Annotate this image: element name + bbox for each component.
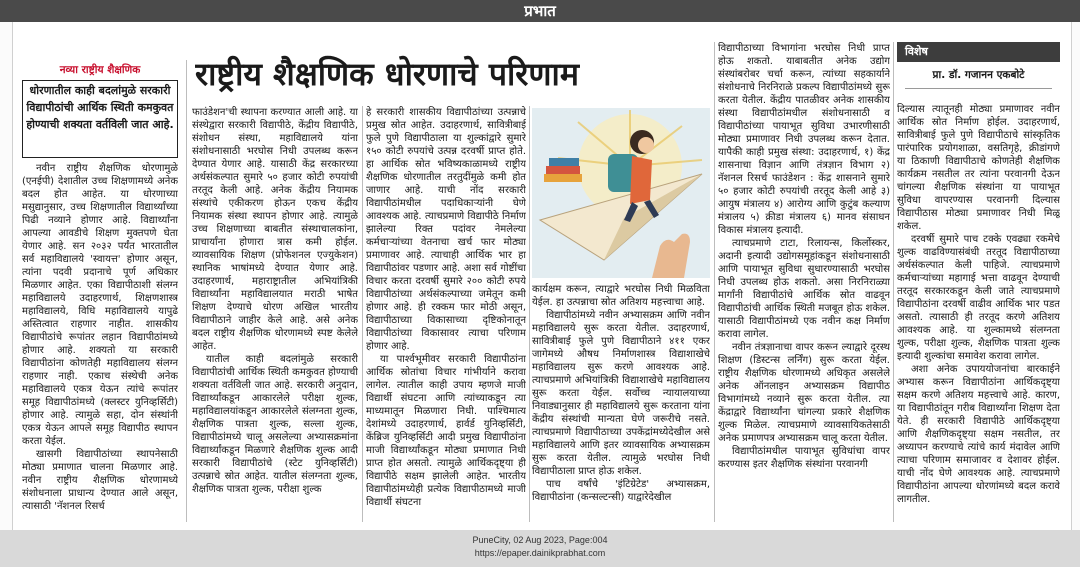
paragraph: या पार्श्वभूमीवर सरकारी विद्यापीठांना आर्थिक स्रोतांचा विचार गांभीर्याने करावा लागेल. त्यातील काही उपाय म्हणजे माजी विद्यार्थी संघटना आणि त्यांच्याकडून त्या माध्यमातून मिळणारा निधी. पाश्चिमात्य देशांमध्ये उदाहरणार्थ, हार्वर्ड युनिव्हर्सिटी, केंब्रिज युनिव्हर्सिटी आदी प्रमुख विद्यापीठांना माजी विद्यार्थ्यांकडून मोठ्या प्रमाणात निधी प्राप्त होत असतो. त्यामुळे आर्थिकदृष्ट्या ही विद्यापीठे सक्षम झालेली आहेत. भारतीय विद्यापीठांमध्येही प्रत्येक विद्यापीठामध्ये माजी विद्यार्थी संघटना xyxy=(366,354,526,508)
article-column-1 xyxy=(22,162,178,522)
masthead-title: प्रभात xyxy=(524,2,556,20)
article-column-2 xyxy=(192,106,358,522)
article-column-4 xyxy=(532,283,710,522)
paragraph: नवीन तंत्रज्ञानाचा वापर करून ल्याद्वारे दूरस्थ शिक्षण (डिस्टन्स लर्निंग) सुरू करता येईल. राष्ट्रीय शैक्षणिक धोरणामध्ये अधिकृत असलेले अनेक ऑनलाइन अभ्यासक्रम विद्यापीठ विभागांमध्ये नव्याने सुरू करता येतील. त्या केंद्राद्वारे विद्यार्थ्यांना चांगल्या प्रकारे शैक्षणिक शुल्क मिळेल. त्याचप्रमाणे व्यावसायिकतेसाठी अनेक प्रमाणपत्र अभ्यासक्रम चालू करता येतील. xyxy=(718,342,890,444)
paragraph: खासगी विद्यापीठांच्या स्थापनेसाठी मोठ्या प्रमाणात चालना मिळणार आहे. नवीन राष्ट्रीय शैक्षणिक धोरणामध्ये संशोधनाला प्राधान्य देण्यात आले असून, त्यासाठी 'नॅशनल रिसर्च xyxy=(22,449,178,512)
article-kicker: नव्या राष्ट्रीय शैक्षणिक xyxy=(59,64,141,76)
section-label: विशेष xyxy=(897,42,1060,62)
paragraph: विद्यापीठाच्या विभागांना भरघोस निधी प्राप्त होऊ शकतो. याबाबतीत अनेक उद्योग संस्थांबरोबर चर्चा करून, त्यांच्या सहकार्याने संशोधनाचे निरनिराळे प्रकल्प विद्यापीठांमध्ये सुरू करता येतील. केंद्रीय पातळीवर अनेक शासकीय संस्था विद्यापीठांमधील संशोधनासाठी व विद्यापीठांच्या पायाभूत सुविधा उभारणीसाठी मोठ्या प्रमाणावर निधी उपलब्ध करून देतात. यापैकी काही प्रमुख संस्था: उदाहरणार्थ, १) केंद्र शासनाचा विज्ञान आणि तंत्रज्ञान विभाग २) नॅशनल रिसर्च फाउंडेशन : केंद्र शासनाने सुमारे ५० हजार कोटी रुपयांची तरतूद केली आहे ३) आयुष मंत्रालय ४) आरोग्य आणि कुटुंब कल्याण मंत्रालय ५) क्रीडा मंत्रालय ६) मानव संसाधन विकास मंत्रालय इत्यादी. xyxy=(718,43,890,236)
masthead xyxy=(0,0,1080,22)
article-illustration xyxy=(532,108,710,278)
paragraph: विद्यापीठांमधील पायाभूत सुविधांचा वापर करण्यास इतर शैक्षणिक संस्थांना परवानगी xyxy=(718,446,890,470)
paragraph: नवीन राष्ट्रीय शैक्षणिक धोरणामुळे (एनईपी) देशातील उच्च शिक्षणामध्ये अनेक बदल होत आहेत. या धोरणाच्या मसुद्यानुसार, उच्च शिक्षणातील विद्यार्थ्यांच्या पिढी नव्याने होणार आहे. विद्यार्थ्यांना आपल्या आवडीचे शिक्षण मुक्तपणे घेता येणार आहे. सन २०३२ पर्यंत भारतातील सर्व महाविद्यालये 'स्वायत्त' होणार असून, त्यांना पदवी प्रदानाचे पूर्ण अधिकार मिळणार आहेत. एका विद्यापीठाशी संलग्न महाविद्यालये उदाहरणार्थ, शिक्षणशास्त्र महाविद्यालये, विधि महाविद्यालये यापुढे अस्तित्वात राहणार नाहीत. शासकीय विद्यापीठांचे रूपांतर लहान विद्यापीठांमध्ये होणार आहे. शक्यतो या सरकारी विद्यापीठांना कोणतेही महाविद्यालय संलग्न राहणार नाही. एकाच संस्थेची अनेक महाविद्यालये एकत्र येऊन त्यांचे रूपांतर समूह विद्यापीठांमध्ये (क्लस्टर युनिव्हर्सिटी) होणार आहे. त्यामुळे सहा, दोन संस्थांनी एकत्र येऊन आपले समूह विद्यापीठ स्थापन करता येईल. xyxy=(22,163,178,447)
paragraph: हे सरकारी शासकीय विद्यापीठांच्या उत्पन्नाचे प्रमुख स्रोत आहेत. उदाहरणार्थ, सावित्रीबाई फुले पुणे विद्यापीठाला या शुल्कांद्वारे सुमारे १५० कोटी रुपयांचे उत्पन्न दरवर्षी प्राप्त होते. हा आर्थिक स्रोत भविष्यकाळामध्ये राष्ट्रीय शैक्षणिक धोरणातील तरतुदींमुळे कमी होत जाणार आहे. याची नोंद सरकारी विद्यापीठांमधील पदाधिकाऱ्यांनी घेणे आवश्यक आहे. त्याचप्रमाणे विद्यापीठे निर्माण झालेल्या रिक्त पदांवर नेमलेल्या कर्मचाऱ्यांच्या वेतनाचा खर्च फार मोठ्या प्रमाणावर आहे. त्याचाही आर्थिक भार हा विद्यापीठांवर पडणार आहे. अशा सर्व गोष्टींचा विचार करता दरवर्षी सुमारे २०० कोटी रुपये विद्यापीठांच्या अर्थसंकल्पाच्या जमेतून कमी होणार आहे. ही रक्कम फार मोठी असून, विद्यापीठाच्या विकासाच्या दृष्टिकोनातून विद्यापीठांच्या विकासावर त्याचा परिणाम होणार आहे. xyxy=(366,107,526,352)
article-column-5 xyxy=(718,42,890,522)
epaper-footer xyxy=(0,530,1080,567)
paragraph: अशा अनेक उपाययोजनांचा बारकाईने अभ्यास करून विद्यापीठांना आर्थिकदृष्ट्या सक्षम करणे अतिशय महत्त्वाचे आहे. कारण, या विद्यापीठांतून गरीब विद्यार्थ्यांना शिक्षण देता येते. ही सरकारी विद्यापीठे आर्थिकदृष्ट्या आणि शैक्षणिकदृष्ट्या सक्षम नसतील, तर अध्यापन करण्याचे त्यांचे कार्य मंदावेल आणि त्याचा परिणाम समाजावर व देशावर होईल. याची नोंद घेणे आवश्यक आहे. त्याचप्रमाणे विद्यापीठांना आपल्या धोरणांमध्ये बदल करावे लागतील. xyxy=(897,364,1060,505)
paragraph: यातील काही बदलांमुळे सरकारी विद्यापीठांची आर्थिक स्थिती कमकुवत होण्याची शक्यता वर्तविली जात आहे. सरकारी अनुदान, विद्यार्थ्यांकडून आकारलेले परीक्षा शुल्क, महाविद्यालयांकडून आकारलेले संलग्नता शुल्क, शैक्षणिक पात्रता शुल्क, सल्ला शुल्क, विद्यापीठांमध्ये चालू असलेल्या अभ्यासक्रमांना विद्यार्थ्यांकडून मिळणारे शैक्षणिक शुल्क आदी सरकारी विद्यापीठांचे (स्टेट युनिव्हर्सिटी) उत्पन्नाचे स्रोत आहेत. यातील संलग्नता शुल्क, शैक्षणिक पात्रता शुल्क, परीक्षा शुल्क xyxy=(192,354,358,495)
column-divider xyxy=(362,106,363,522)
article-summary-box: धोरणातील काही बदलांमुळे सरकारी विद्यापीठांची आर्थिक स्थिती कमकुवत होण्याची शक्यता वर्तविली जात आहे. xyxy=(22,80,178,158)
paragraph: दिल्यास त्यातूनही मोठ्या प्रमाणावर नवीन आर्थिक स्रोत निर्माण होईल. उदाहरणार्थ, सावित्रीबाई फुले पुणे विद्यापीठाचे सांस्कृतिक पारंपारिक प्रयोगशाळा, वसतिगृहे, क्रीडांगणे या ठिकाणी विद्यापीठाचे कोणतेही शैक्षणिक कार्यक्रम नसतील तर त्यांना परवानगी देऊन चांगल्या शैक्षणिक संस्थांना या पायाभूत सुविधा वापरण्यास परवानगी दिल्यास विद्यापीठास मोठ्या प्रमाणावर निधी मिळू शकेल. xyxy=(897,104,1060,232)
paragraph: फाउंडेशन'ची स्थापना करण्यात आली आहे. या संस्थेद्वारा सरकारी विद्यापीठे, केंद्रीय विद्यापीठे, संशोधन संस्था, महाविद्यालये यांना संशोधनासाठी भरघोस निधी उपलब्ध करून देण्यात येणार आहे. यासाठी केंद्र सरकारच्या अर्थसंकल्पात सुमारे ५० हजार कोटी रुपयांची तरतूद केली आहे. अनेक केंद्रीय नियामक संस्थांचे एकीकरण होऊन एकच केंद्रीय नियामक संस्था स्थापन होणार आहे. त्यामुळे उच्च शिक्षणाच्या बाबतीत संस्थाचालकांना, प्राचार्यांना होणारा त्रास कमी होईल. व्यावसायिक शिक्षण (प्रोफेशनल एज्युकेशन) स्थानिक भाषांमध्ये देण्यात येणार आहे. उदाहरणार्थ, महाराष्ट्रातील अभियांत्रिकी विद्यार्थ्यांना महाविद्यालयात मराठी भाषेत शिक्षण देण्याचे धोरण अखिल भारतीय विद्यापीठाने जाहीर केले आहे. असे अनेक बदल राष्ट्रीय शैक्षणिक धोरणामध्ये स्पष्ट केलेले आहेत. xyxy=(192,107,358,352)
article-column-6 xyxy=(897,103,1060,513)
paragraph: त्याचप्रमाणे टाटा, रिलायन्स, किर्लोस्कर, अदानी इत्यादी उद्योगसमूहांकडून संशोधनासाठी आणि पायाभूत सुविधा सुधारण्यासाठी भरघोस निधी उपलब्ध होऊ शकतो. असा निरनिराळ्या मार्गांनी विद्यापीठांचे आर्थिक स्रोत वाढवून विद्यापीठांची आर्थिक स्थिती मजबूत होऊ शकेल. यासाठी विद्यापीठांमध्ये एक नवीन कक्ष निर्माण करावा लागेल. xyxy=(718,238,890,340)
paragraph: पाच वर्षांचे 'इंटिग्रेटेड' अभ्यासक्रम, विद्यापीठांना (कन्सल्टन्सी) याद्वारेदेखील xyxy=(532,479,710,503)
column-divider xyxy=(186,60,187,522)
article-headline: राष्ट्रीय शैक्षणिक धोरणाचे परिणाम xyxy=(195,55,579,93)
illustration-svg xyxy=(532,108,710,278)
paragraph: कार्यक्षम करून, त्याद्वारे भरघोस निधी मिळविता येईल. हा उत्पन्नाचा स्रोत अतिशय महत्त्वाचा आहे. xyxy=(532,284,710,308)
paragraph: विद्यापीठांमध्ये नवीन अभ्यासक्रम आणि नवीन महाविद्यालये सुरू करता येतील. उदाहरणार्थ, सावित्रीबाई फुले पुणे विद्यापीठाने ४११ एकर जागेमध्ये औषध निर्माणशास्त्र विद्याशाखेचे महाविद्यालय सुरू करणे आवश्यक आहे. त्याचप्रमाणे अभियांत्रिकी विद्याशाखेचे महाविद्यालय सुरू करता येईल. सर्वोच्च न्यायालयाच्या निवाड्यानुसार ही महाविद्यालये सुरू करताना यांना केंद्रीय संस्थांची मान्यता घेणे जरूरीचे नसते. त्याचप्रमाणे विद्यापीठाच्या उपकेंद्रांमध्येदेखील असे महाविद्यालये आणि इतर व्यावसायिक अभ्यासक्रम सुरू करता येतील. त्यामुळे भरघोस निधी विद्यापीठाला प्राप्त होऊ शकेल. xyxy=(532,310,710,477)
byline-divider xyxy=(905,88,1052,89)
column-divider xyxy=(714,42,715,522)
article-column-3 xyxy=(366,106,526,522)
author-byline: प्रा. डॉ. गजानन एकबोटे xyxy=(932,69,1025,81)
column-divider xyxy=(893,42,894,522)
edition-info: PuneCity, 02 Aug 2023, Page:004 xyxy=(472,535,608,545)
books-shape xyxy=(544,158,582,182)
epaper-url: https://epaper.dainikprabhat.com xyxy=(474,548,606,558)
paragraph: दरवर्षी सुमारे पाच टक्के एवढ्या रकमेचे शुल्क वाढविण्यासंबंधी तरतूद विद्यापीठाच्या अर्थसंकल्पात केली पाहिजे. त्याचप्रमाणे कर्मचाऱ्यांच्या महागाई भत्ता वाढवून देण्याची तरतूद सरकारकडून केली जाते त्याचप्रमाणे विद्यापीठांना दरवर्षी वाढीव आर्थिक भार पडत असतो. त्यासाठी ही तरतूद करणे अतिशय आवश्यक आहे. या शुल्कामध्ये संलग्नता शुल्क, परीक्षा शुल्क, शैक्षणिक पात्रता शुल्क इत्यादी शुल्कांचा समावेश करावा लागेल. xyxy=(897,234,1060,362)
column-divider xyxy=(529,106,530,522)
